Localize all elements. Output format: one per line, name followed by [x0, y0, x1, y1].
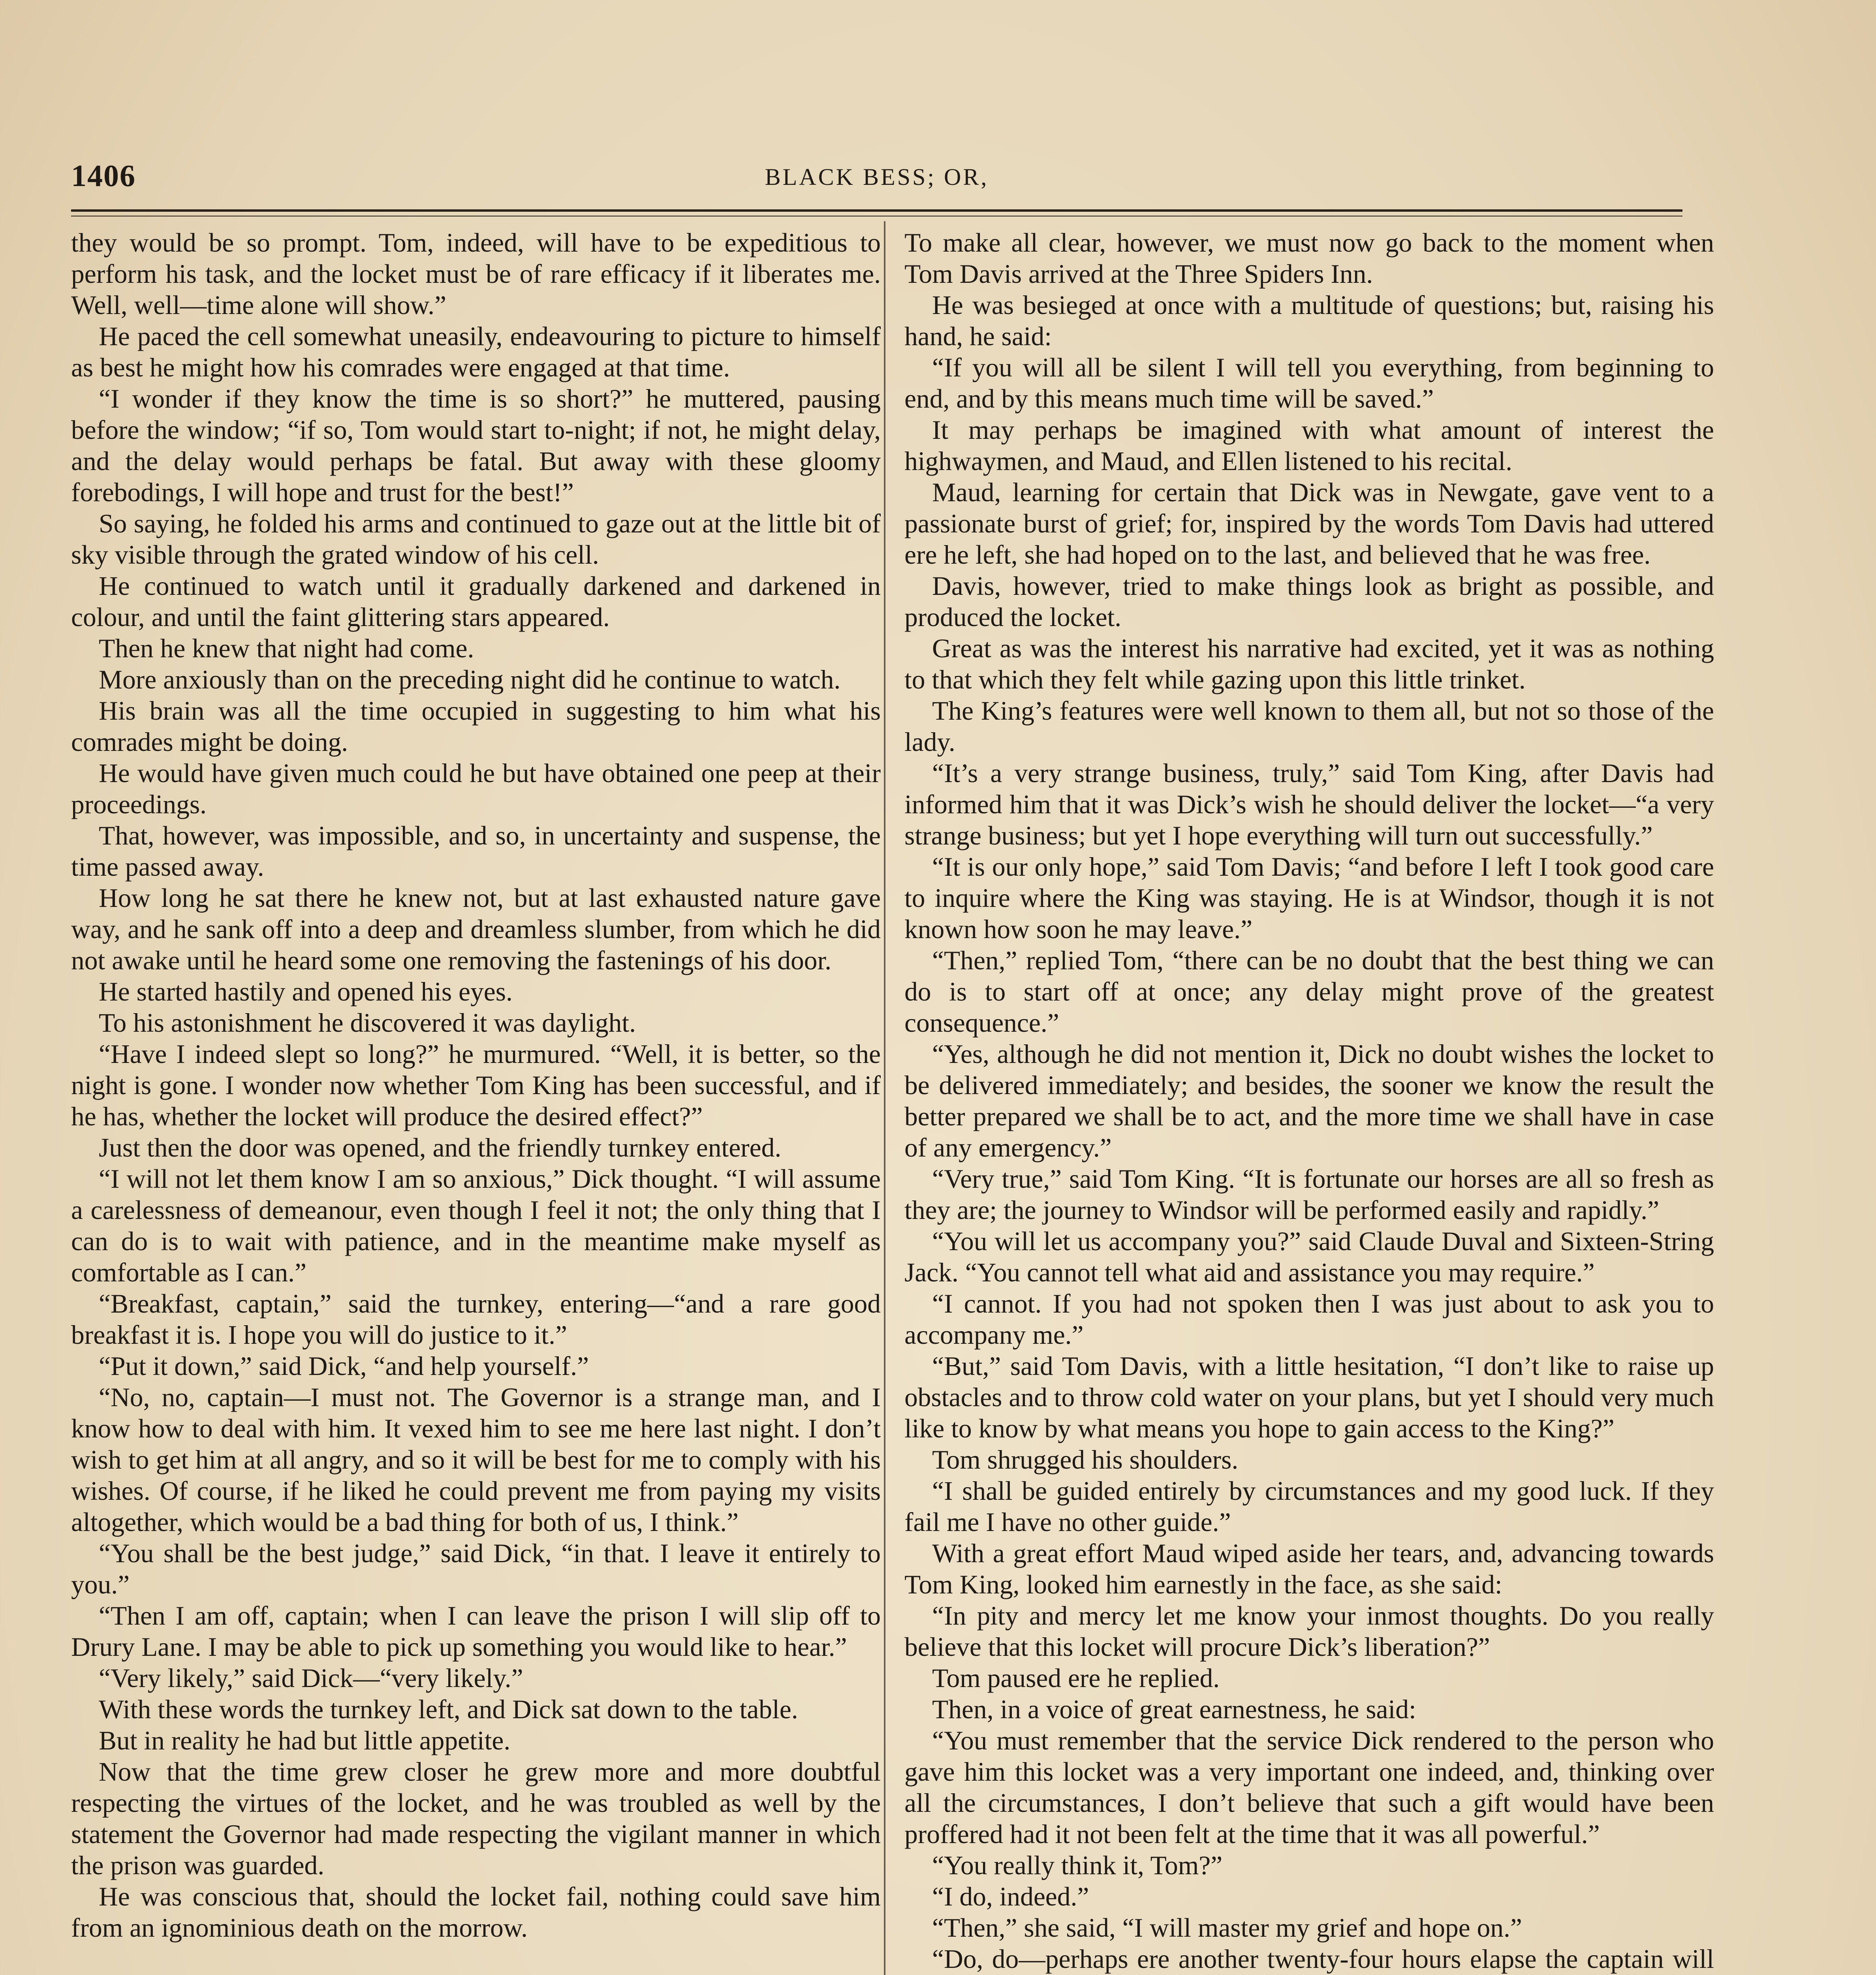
- paragraph: “Put it down,” said Dick, “and help yourself.”: [99, 1351, 589, 1381]
- paragraph: “You will let us accompany you?” said Claude Duval and Sixteen-String Jack. “You cannot tell what aid and assistance you may require.”: [904, 1226, 1714, 1287]
- paragraph: “I wonder if they know the time is so short?” he muttered, pausing before the window; “if so, Tom would start to-night; if not, he might delay, and the delay would perhaps be fatal. But away with these gloomy forebodings, I will hope and trust for the best!”: [71, 384, 881, 507]
- paragraph: “Yes, although he did not mention it, Dick no doubt wishes the locket to be delivered immediately; and besides, the sooner we know the result the better prepared we shall be to act, and the more time we shall have in case of any emergency.”: [904, 1039, 1714, 1162]
- right-column-paragraphs: [904, 227, 1714, 1975]
- paragraph: “If you will all be silent I will tell you everything, from beginning to end, and by this means much time will be saved.”: [904, 353, 1714, 414]
- paragraph: Then he knew that night had come.: [99, 634, 474, 663]
- paragraph: “Breakfast, captain,” said the turnkey, entering—“and a rare good breakfast it is. I hope you will do justice to it.”: [71, 1289, 881, 1350]
- paragraph: “No, no, captain—I must not. The Governor is a strange man, and I know how to deal with him. It vexed him to see me here last night. I don’t wish to get him at all angry, and so it will be best for me to comply with his wishes. Of course, if he liked he could prevent me from paying my visits altogether, which would be a bad thing for both of us, I think.”: [71, 1382, 881, 1537]
- paragraph: His brain was all the time occupied in suggesting to him what his comrades might be doing.: [71, 696, 881, 757]
- paragraph: Maud, learning for certain that Dick was in Newgate, gave vent to a passionate burst of grief; for, inspired by the words Tom Davis had uttered ere he left, she had hoped on to the last, and believed that he was free.: [904, 478, 1714, 570]
- paragraph: “But,” said Tom Davis, with a little hesitation, “I don’t like to raise up obstacles and to throw cold water on your plans, but yet I should very much like to know by what means you hope to gain access to the King?”: [904, 1351, 1714, 1443]
- paragraph: “You really think it, Tom?”: [932, 1851, 1223, 1880]
- paragraph: He paced the cell somewhat uneasily, endeavouring to picture to himself as best he might how his comrades were engaged at that time.: [71, 322, 881, 382]
- paragraph: Just then the door was opened, and the friendly turnkey entered.: [99, 1133, 782, 1162]
- paragraph: they would be so prompt. Tom, indeed, will have to be expeditious to perform his task, and the locket must be of rare efficacy if it liberates me. Well, well—time alone will show.”: [71, 228, 881, 320]
- paragraph: He started hastily and opened his eyes.: [99, 977, 513, 1006]
- paragraph: It may perhaps be imagined with what amount of interest the highwaymen, and Maud, and Ellen listened to his recital.: [904, 415, 1714, 476]
- paragraph: “It’s a very strange business, truly,” said Tom King, after Davis had informed him that it was Dick’s wish he should deliver the locket—“a very strange business; but yet I hope everything will turn out successfully.”: [904, 758, 1714, 850]
- paragraph: That, however, was impossible, and so, in uncertainty and suspense, the time passed away.: [71, 821, 881, 882]
- column-divider: [884, 221, 885, 1975]
- page-header: [71, 158, 1682, 201]
- paragraph: “I shall be guided entirely by circumstances and my good luck. If they fail me I have no other guide.”: [904, 1476, 1714, 1537]
- paragraph: But in reality he had but little appetite.: [99, 1726, 511, 1755]
- paragraph: “Then I am off, captain; when I can leave the prison I will slip off to Drury Lane. I may be able to pick up something you would like to hear.”: [71, 1601, 881, 1662]
- paragraph: “It is our only hope,” said Tom Davis; “and before I left I took good care to inquire where the King was staying. He is at Windsor, though it is not known how soon he may leave.”: [904, 852, 1714, 944]
- page-number: 1406: [71, 158, 136, 193]
- paragraph: “I cannot. If you had not spoken then I was just about to ask you to accompany me.”: [904, 1289, 1714, 1350]
- paragraph: To make all clear, however, we must now go back to the moment when Tom Davis arrived at the Three Spiders Inn.: [904, 228, 1714, 289]
- paragraph: Now that the time grew closer he grew more and more doubtful respecting the virtues of the locket, and he was troubled as well by the statement the Governor had made respecting the vigilant manner in which the prison was guarded.: [71, 1757, 881, 1880]
- running-head: BLACK BESS; OR,: [765, 164, 989, 190]
- paragraph: “Then,” replied Tom, “there can be no doubt that the best thing we can do is to start off at once; any delay might prove of the greatest consequence.”: [904, 946, 1714, 1038]
- paragraph: “In pity and mercy let me know your inmost thoughts. Do you really believe that this locket will procure Dick’s liberation?”: [904, 1601, 1714, 1662]
- paragraph: The King’s features were well known to them all, but not so those of the lady.: [904, 696, 1714, 757]
- paragraph: How long he sat there he knew not, but at last exhausted nature gave way, and he sank off into a deep and dreamless slumber, from which he did not awake until he heard some one removing the fastenings of his door.: [71, 883, 881, 975]
- paragraph: Tom paused ere he replied.: [932, 1663, 1220, 1693]
- left-column-paragraphs: [71, 227, 881, 1943]
- paragraph: He continued to watch until it gradually darkened and darkened in colour, and until the faint glittering stars appeared.: [71, 571, 881, 632]
- paragraph: So saying, he folded his arms and continued to gaze out at the little bit of sky visible through the grated window of his cell.: [71, 509, 881, 570]
- paragraph: “Very true,” said Tom King. “It is fortunate our horses are all so fresh as they are; the journey to Windsor will be performed easily and rapidly.”: [904, 1164, 1714, 1225]
- paragraph: “Then,” she said, “I will master my grief and hope on.”: [932, 1913, 1522, 1943]
- paragraph: “Very likely,” said Dick—“very likely.”: [99, 1663, 523, 1693]
- paragraph: Tom shrugged his shoulders.: [932, 1445, 1239, 1475]
- paragraph: Davis, however, tried to make things look as bright as possible, and produced the locket.: [904, 571, 1714, 632]
- paragraph: “Have I indeed slept so long?” he murmured. “Well, it is better, so the night is gone. I wonder now whether Tom King has been successful, and if he has, whether the locket will produce the desired effect?”: [71, 1039, 881, 1131]
- header-rule: [71, 209, 1682, 216]
- paragraph: “I do, indeed.”: [932, 1882, 1089, 1911]
- paragraph: “I will not let them know I am so anxious,” Dick thought. “I will assume a carelessness of demeanour, even though I feel it not; the only thing that I can do is to wait with patience, and in the meantime make myself as comfortable as I can.”: [71, 1164, 881, 1287]
- paragraph: With a great effort Maud wiped aside her tears, and, advancing towards Tom King, looked him earnestly in the face, as she said:: [904, 1539, 1714, 1599]
- right-column: [904, 227, 1714, 1975]
- paragraph: He was besieged at once with a multitude of questions; but, raising his hand, he said:: [904, 290, 1714, 351]
- paragraph: With these words the turnkey left, and Dick sat down to the table.: [99, 1695, 798, 1724]
- paragraph: Great as was the interest his narrative had excited, yet it was as nothing to that which they felt while gazing upon this little trinket.: [904, 634, 1714, 694]
- paragraph: He would have given much could he but have obtained one peep at their proceedings.: [71, 758, 881, 819]
- left-column: [71, 227, 881, 1975]
- paragraph: More anxiously than on the preceding night did he continue to watch.: [99, 665, 841, 694]
- paragraph: To his astonishment he discovered it was daylight.: [99, 1008, 636, 1038]
- paragraph: He was conscious that, should the locket fail, nothing could save him from an ignominious death on the morrow.: [71, 1882, 881, 1943]
- paragraph: Then, in a voice of great earnestness, he said:: [932, 1695, 1416, 1724]
- paragraph: “Do, do—perhaps ere another twenty-four hours elapse the captain will: [932, 1944, 1714, 1974]
- paragraph: “You shall be the best judge,” said Dick, “in that. I leave it entirely to you.”: [71, 1539, 881, 1599]
- paragraph: “You must remember that the service Dick rendered to the person who gave him this locket was a very important one indeed, and, thinking over all the circumstances, I don’t believe that such a gift would have been proffered had it not been felt at the time that it was all powerful.”: [904, 1726, 1714, 1849]
